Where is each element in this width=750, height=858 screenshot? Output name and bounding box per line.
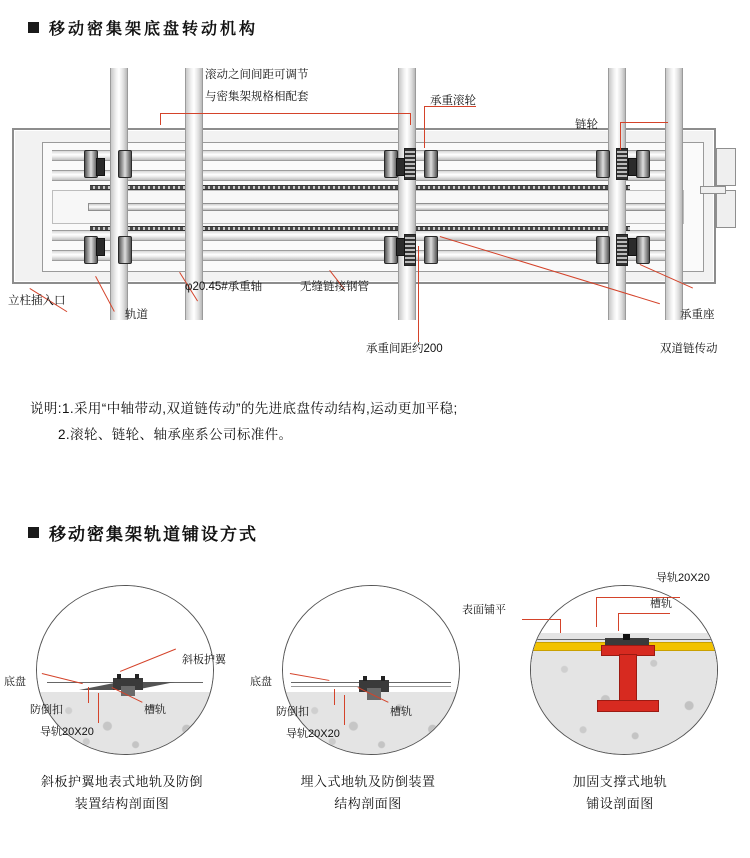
detail-3-rail-groove xyxy=(623,634,630,640)
detail-3-caption-line2: 铺设剖面图 xyxy=(586,796,654,811)
label-bearing-spacing: 承重间距约200 xyxy=(366,343,443,355)
detail-1-bolt-right xyxy=(135,674,139,679)
load-roller-9 xyxy=(596,150,610,178)
load-roller-4 xyxy=(118,236,132,264)
chain-line-lower-right xyxy=(400,226,630,231)
detail-2-caption-line2: 结构剖面图 xyxy=(334,796,402,811)
central-axle xyxy=(88,203,680,211)
detail-3-leader-slot-rail xyxy=(618,613,619,631)
section-heading-track xyxy=(28,520,258,545)
label-spacing-1: 滚动之间间距可调节 xyxy=(205,69,309,81)
detail-1-leader-guide-rail xyxy=(98,693,99,723)
leader-spacing-r xyxy=(410,113,411,125)
bearing-block-5 xyxy=(628,158,637,176)
detail-3-leader-slot-rail-h xyxy=(618,613,670,614)
detail-3-label-surface: 表面铺平 xyxy=(462,604,506,616)
detail-1-label-anti-tip: 防倒扣 xyxy=(30,704,63,716)
notes-block xyxy=(30,396,458,448)
detail-2-label-slot-rail: 槽轨 xyxy=(390,706,412,718)
detail-2-bolt-right xyxy=(381,676,385,681)
bearing-block-6 xyxy=(628,238,637,256)
section-title: 移动密集架底盘转动机构 xyxy=(49,21,259,38)
label-column-entry: 立柱插入口 xyxy=(8,295,66,307)
chassis-beam-bottom-2 xyxy=(52,250,682,261)
load-roller-11 xyxy=(636,150,650,178)
detail-1-label-guide-rail: 导轨20X20 xyxy=(40,726,94,738)
sprocket-4 xyxy=(616,234,628,266)
detail-2-label-chassis: 底盘 xyxy=(250,676,272,688)
label-track: 轨道 xyxy=(125,309,148,321)
detail-1-label-chassis: 底盘 xyxy=(4,676,26,688)
detail-3-ibeam-bottom-flange xyxy=(597,700,659,712)
leader-sprocket-h xyxy=(620,122,668,123)
detail-3-surface-left xyxy=(531,642,609,651)
detail-1-caption-line1: 斜板护翼地表式地轨及防倒 xyxy=(40,774,203,789)
load-roller-12 xyxy=(636,236,650,264)
detail-2-label-anti-tip: 防倒扣 xyxy=(276,706,309,718)
detail-1 xyxy=(2,575,242,858)
detail-2-leader-guide-rail xyxy=(344,695,345,725)
track-column-1 xyxy=(110,68,128,320)
chain-line-lower-left xyxy=(90,226,400,231)
load-roller-10 xyxy=(596,236,610,264)
label-seamless-tube: 无缝链接钢管 xyxy=(300,281,369,293)
note-line-2: 2.滚轮、链轮、轴承座系公司标准件。 xyxy=(58,427,293,442)
label-spacing-2: 与密集架规格相配套 xyxy=(205,91,309,103)
bearing-block-1 xyxy=(96,158,105,176)
leader-spacing-h xyxy=(160,113,410,114)
detail-2-concrete xyxy=(283,692,459,754)
label-sprocket: 链轮 xyxy=(575,119,598,131)
detail-2-caption-line1: 埋入式地轨及防倒装置 xyxy=(300,774,436,789)
detail-3-caption-line1: 加固支撑式地轨 xyxy=(572,774,668,789)
load-roller-7 xyxy=(424,150,438,178)
leader-bearing-spacing xyxy=(418,246,419,342)
chassis-beam-top-1 xyxy=(52,150,682,161)
detail-2-caption xyxy=(248,771,488,815)
right-mount-upper xyxy=(716,148,736,186)
load-roller-3 xyxy=(118,150,132,178)
detail-1-bolt-left xyxy=(117,674,121,679)
detail-2-label-guide-rail: 导轨20X20 xyxy=(286,728,340,740)
label-bearing-seat: 承重座 xyxy=(680,309,715,321)
detail-3-leader-guide-rail xyxy=(596,597,597,627)
leader-load-roller xyxy=(424,106,425,148)
sprocket-1 xyxy=(404,148,416,180)
detail-1-leader-anti-tip xyxy=(88,687,89,703)
detail-3-leader-surface xyxy=(560,619,561,633)
chassis-beam-top-2 xyxy=(52,170,682,181)
leader-sprocket xyxy=(620,122,621,150)
load-roller-8 xyxy=(424,236,438,264)
label-load-roller: 承重滚轮 xyxy=(430,95,476,107)
chain-line-upper-right xyxy=(400,185,630,190)
sprocket-3 xyxy=(616,148,628,180)
detail-1-floor-upper xyxy=(37,586,213,692)
detail-1-caption xyxy=(2,771,242,815)
detail-2 xyxy=(248,575,488,858)
right-shaft-stub xyxy=(700,186,726,194)
bearing-block-2 xyxy=(96,238,105,256)
label-double-chain: 双道链传动 xyxy=(660,343,718,355)
sprocket-2 xyxy=(404,234,416,266)
leader-spacing-l xyxy=(160,113,161,125)
bullet-square-icon xyxy=(28,22,39,33)
bullet-square-icon-2 xyxy=(28,527,39,538)
detail-3-caption xyxy=(500,771,740,815)
detail-3 xyxy=(462,572,740,858)
note-line-1: 说明:1.采用“中轴带动,双道链传动”的先进底盘传动结构,运动更加平稳; xyxy=(30,401,458,416)
detail-3-ibeam-web xyxy=(619,654,637,702)
detail-3-label-guide-rail: 导轨20X20 xyxy=(656,572,710,584)
track-column-4 xyxy=(608,68,626,320)
detail-1-concrete xyxy=(37,692,213,754)
chassis-mechanism-figure xyxy=(0,40,750,370)
detail-3-ellipse xyxy=(530,585,718,755)
bearing-block-4 xyxy=(396,238,405,256)
detail-1-label-ramp-guard: 斜板护翼 xyxy=(182,654,226,666)
track-laying-figure xyxy=(0,572,750,858)
detail-2-bolt-left xyxy=(363,676,367,681)
detail-1-caption-line2: 装置结构剖面图 xyxy=(74,796,170,811)
section-title-2: 移动密集架轨道铺设方式 xyxy=(49,525,258,544)
detail-3-label-slot-rail: 槽轨 xyxy=(650,598,672,610)
right-mount-lower xyxy=(716,190,736,228)
detail-1-label-slot-rail: 槽轨 xyxy=(144,704,166,716)
chassis-beam-bottom-1 xyxy=(52,230,682,241)
chain-line-upper-left xyxy=(90,185,400,190)
label-axle: φ20.45#承重轴 xyxy=(185,281,263,293)
track-column-3 xyxy=(398,68,416,320)
section-heading-chassis xyxy=(28,16,258,39)
detail-3-leader-surface-h xyxy=(522,619,560,620)
detail-2-leader-anti-tip xyxy=(334,689,335,705)
bearing-block-3 xyxy=(396,158,405,176)
